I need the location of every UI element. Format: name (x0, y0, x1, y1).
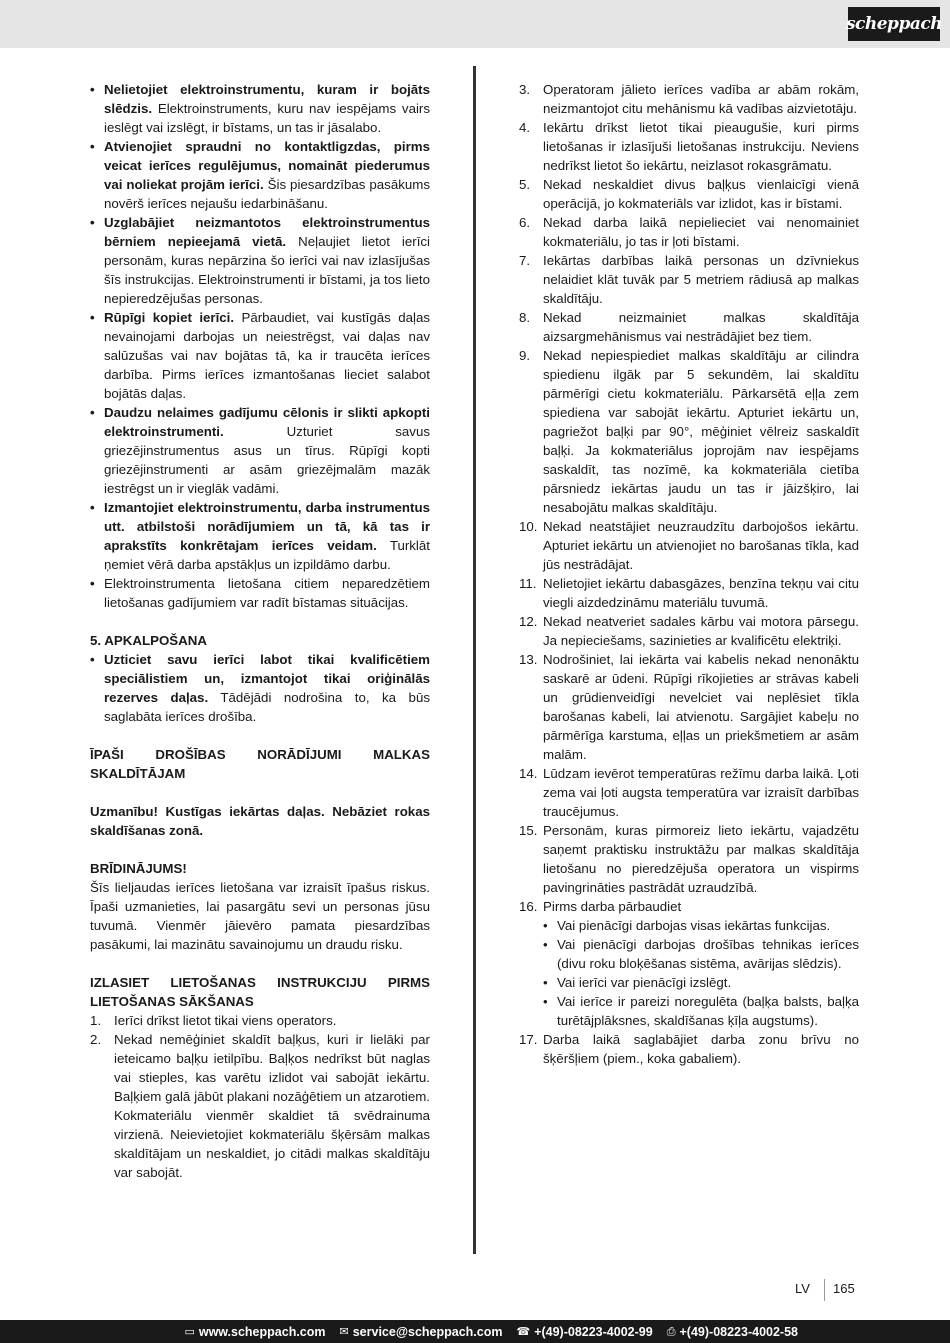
list-item: • Daudzu nelaimes gadījumu cēlonis ir slikti apkopti elektroinstrumenti. Uzturiet savus griezējinstrumentus asus un tīrus. Rūpīgi kopti griezējinstrumenti ar asām griezējmalām mazāk iestrēgst un ir vieglāk vadāmi. (90, 403, 430, 498)
list-item: 9. Nekad nepiespiediet malkas skaldītāju ar cilindra spiedienu ilgāk par 5 sekundēm, lai skaldītu pārmērīgi cietu kokmateriālu. Pārkarsētā eļļa zem spiediena var sabojāt iekārtu. Apturiet iekārtu un, pagriežot baļķi par 90°, mēģiniet vēlreiz saskaldīt baļķi. Ja kokmateriālus joprojām nav iespējams saskaldīt, tas nozīmē, ka kokmateriāla cietība pārsniedz iekārtas jaudu un tas ir jāizšķiro, lai nesabojātu malkas skaldītāju. (519, 348, 859, 515)
list-item: 11. Nelietojiet iekārtu dabasgāzes, benzīna tekņu vai citu viegli aizdedzināmu materiālu tuvumā. (519, 576, 859, 610)
list-item: • Rūpīgi kopiet ierīci. Pārbaudiet, vai kustīgās daļas nevainojami darbojas un neiestrēgst, vai daļas nav salūzušas vai nav bojātas tā, ka ir traucēta ierīces darbība. Pirms ierīces izmantošanas lieciet salabot bojātās daļas. (90, 308, 430, 403)
brand-logo: scheppach (848, 7, 940, 41)
list-item: • Vai pienācīgi darbojas drošības tehnikas ierīces (divu roku bloķēšanas sistēma, avārijas slēdzis). (543, 935, 859, 973)
right-column (519, 80, 859, 1068)
phone-number: ☎ +(49)-08223-4002-99 (516, 1324, 653, 1339)
list-item: 2. Nekad nemēģiniet skaldīt baļķus, kuri ir lielāki par ieteicamo baļķu ietilpību. Baļķos nedrīkst būt naglas vai stieples, kas varētu izlidot vai sabojāt iekārtu. Baļķiem galā jābūt plakani nozāģētiem un atzarotiem. Kokmateriālu vienmēr skaldiet tā svēdrainuma virzienā. Neievietojiet kokmateriālu šķērsām malkas skaldītājam un neskaldiet, jo citādi malkas skaldītāju var sabojāt. (90, 1032, 430, 1180)
bullet-list-safety (90, 80, 430, 612)
list-item: 5. Nekad neskaldiet divus baļķus vienlaicīgi vienā operācijā, jo kokmateriāls var izlidot, kas ir bīstami. (519, 177, 859, 211)
list-item: 6. Nekad darba laikā nepielieciet vai nenomainiet kokmateriālu, jo tas ir ļoti bīstami. (519, 215, 859, 249)
list-item: 3. Operatoram jālieto ierīces vadība ar abām rokām, neizmantojot citu mehānismu kā vadības aizvietotāju. (519, 82, 859, 116)
bullet-list-service (90, 650, 430, 726)
numbered-list (519, 80, 859, 1068)
numbered-list (90, 1011, 430, 1182)
column-divider (473, 66, 476, 1254)
list-item: • Uzglabājiet neizmantotos elektroinstrumentus bērniem nepieejamā vietā. Neļaujiet lietot ierīci personām, kuras nepārzina šo ierīci vai nav izlasījušas šīs instrukcijas. Elektroinstrumenti ir bīstami, ja tos lieto nepieredzējušas personas. (90, 213, 430, 308)
list-item: • Vai ierīci var pienācīgi izslēgt. (543, 973, 859, 992)
section-heading: 5. APKALPOŠANA (90, 633, 207, 648)
list-item: • Izmantojiet elektroinstrumentu, darba instrumentus utt. atbilstoši norādījumiem un tā, kā tas ir aprakstīts konkrētajam ierīces veidam. Turklāt ņemiet vērā darba apstākļus un izpildāmo darbu. (90, 498, 430, 574)
list-item: • Atvienojiet spraudni no kontaktligzdas, pirms veicat ierīces regulējumus, nomaināt piederumus vai noliekat projām ierīci. Šis piesardzības pasākums novērš ierīces nejaušu iedarbināšanu. (90, 137, 430, 213)
monitor-icon: ▭ (184, 1325, 195, 1338)
list-item: • Uzticiet savu ierīci labot tikai kvalificētiem speciālistiem un, izmantojot tikai oriģinālās rezerves daļas. Tādējādi nodrošina to, ka būs saglabāta ierīces drošība. (90, 650, 430, 726)
fax-number: ⎙ +(49)-08223-4002-58 (666, 1324, 798, 1339)
list-item: • Nelietojiet elektroinstrumentu, kuram ir bojāts slēdzis. Elektroinstruments, kuru nav iespējams vairs ieslēgt vai izslēgt, ir bīstams, un tas ir jāsalabo. (90, 80, 430, 137)
list-item: 17. Darba laikā saglabājiet darba zonu brīvu no šķēršļiem (piem., koka gabaliem). (519, 1032, 859, 1066)
warning-heading: BRĪDINĀJUMS! (90, 861, 187, 876)
list-item: • Elektroinstrumenta lietošana citiem neparedzētiem lietošanas gadījumiem var radīt bīstamas situācijas. (90, 574, 430, 612)
list-item: 12. Nekad neatveriet sadales kārbu vai motora pārsegu. Ja nepieciešams, sazinieties ar kvalificētu elektriķi. (519, 614, 859, 648)
list-item: 7. Iekārtas darbības laikā personas un dzīvniekus nelaidiet klāt tuvāk par 5 metriem rādiusā ap malkas skaldītāju. (519, 253, 859, 306)
language-code: LV (795, 1281, 810, 1296)
list-item: 10. Nekad neatstājiet neuzraudzītu darbojošos iekārtu. Apturiet iekārtu un atvienojiet no barošanas tīkla, kad jūs nestrādājat. (519, 519, 859, 572)
fax-icon: ⎙ (666, 1324, 676, 1338)
list-item: 16. Pirms darba pārbaudiet (519, 899, 682, 914)
website-link[interactable]: ▭ www.scheppach.com (184, 1324, 326, 1339)
list-item: 4. Iekārtu drīkst lietot tikai pieaugušie, kuri pirms lietošanas ir izlasījuši lietošanas instrukciju. Neviens nedrīkst lietot šo iekārtu, neizlasot rokasgrāmatu. (519, 120, 859, 173)
list-item: 13. Nodrošiniet, lai iekārta vai kabelis nekad nenonāktu saskarē ar ūdeni. Rūpīgi rīkojieties ar strāvas kabeli un grūdienveidīgi nevelciet vai neplēsiet tīkla barošanas kabeli, lai atvienotu. Sargājiet kabeļu no pārmērīga karstuma, eļļas un priekšmetiem ar asām malām. (519, 652, 859, 762)
warning-text: Šīs lieljaudas ierīces lietošana var izraisīt īpašus riskus. Īpaši uzmanieties, lai pasargātu sevi un personas jūsu tuvumā. Vienmēr jāievēro pamata piesardzības pasākumi, lai mazinātu savainojumu un draudu risku. (90, 880, 430, 952)
left-column (90, 80, 430, 1182)
list-item: 8. Nekad neizmainiet malkas skaldītāja aizsargmehānismus vai nestrādājiet bez tiem. (519, 310, 859, 344)
footer-bar (0, 1320, 950, 1343)
page-number: 165 (833, 1281, 855, 1296)
list-item: 15. Personām, kuras pirmoreiz lieto iekārtu, vajadzētu saņemt praktisku instruktāžu par malkas skaldītāja lietošanu no pieredzējuša operatora un vispirms pavingrināties pastrādāt uzraudzībā. (519, 823, 859, 895)
list-item: 1. Ierīci drīkst lietot tikai viens operators. (90, 1013, 337, 1028)
section-heading: ĪPAŠI DROŠĪBAS NORĀDĪJUMI MALKAS SKALDĪTĀJAM (90, 747, 430, 781)
email-icon: ✉ (339, 1325, 349, 1338)
list-item (519, 916, 859, 1030)
page-number-divider (824, 1279, 825, 1301)
caution-text: Uzmanību! Kustīgas iekārtas daļas. Nebāziet rokas skaldīšanas zonā. (90, 804, 430, 838)
list-item: • Vai pienācīgi darbojas visas iekārtas funkcijas. (543, 916, 859, 935)
section-heading: IZLASIET LIETOŠANAS INSTRUKCIJU PIRMS LIETOŠANAS SĀKŠANAS (90, 975, 430, 1009)
phone-icon: ☎ (516, 1325, 531, 1338)
list-item: 14. Lūdzam ievērot temperatūras režīmu darba laikā. Ļoti zema vai ļoti augsta temperatūra var izraisīt darbības traucējumus. (519, 766, 859, 819)
email-link[interactable]: ✉ service@scheppach.com (339, 1324, 503, 1339)
sub-bullet-list (543, 916, 859, 1030)
list-item: • Vai ierīce ir pareizi noregulēta (baļķa balsts, baļķa turētājplāksnes, skaldīšanas ķīļa augstums). (543, 992, 859, 1030)
header-bar (0, 0, 950, 48)
